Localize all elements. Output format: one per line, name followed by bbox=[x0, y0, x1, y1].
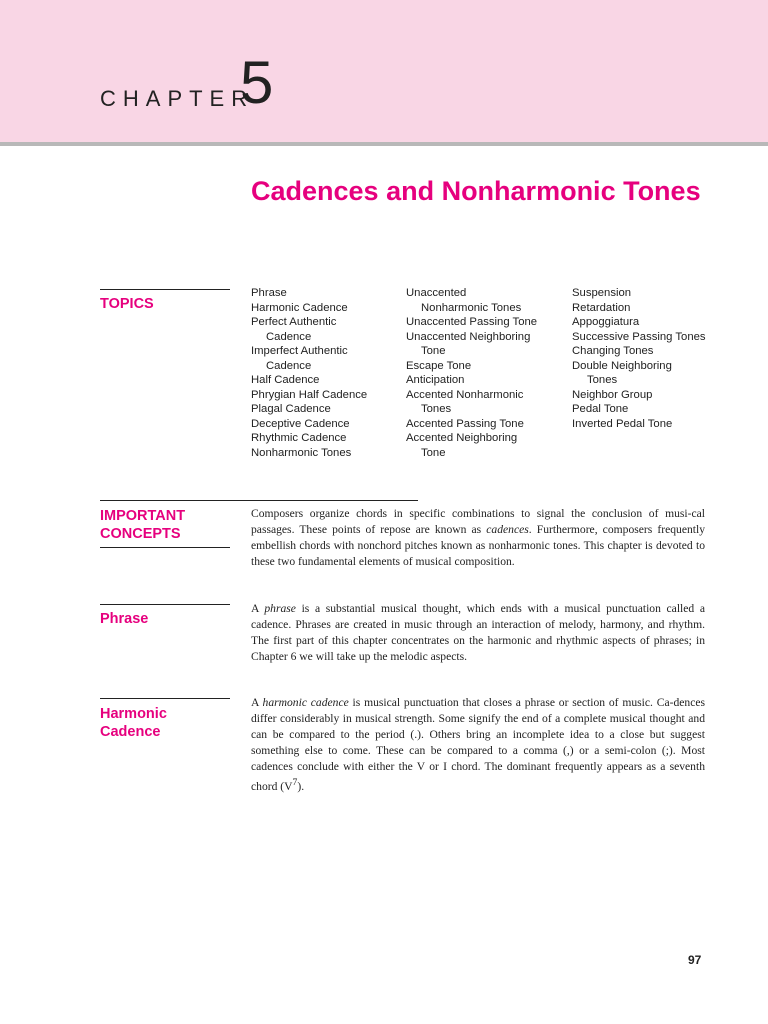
harmonic-cadence-term: harmonic cadence bbox=[262, 696, 349, 709]
topic-item: Suspension bbox=[572, 287, 632, 299]
header-divider bbox=[0, 142, 768, 146]
chapter-label: CHAPTER bbox=[100, 86, 255, 111]
harmonic-cadence-rule bbox=[100, 698, 230, 699]
topic-item: Unaccented Passing Tone bbox=[406, 316, 538, 328]
seventh-superscript: 7 bbox=[292, 777, 298, 788]
chapter-header-band bbox=[0, 0, 768, 142]
topic-item: Unaccented bbox=[406, 287, 467, 299]
concepts-label-line-2: CONCEPTS bbox=[100, 526, 181, 542]
topic-item: Inverted Pedal Tone bbox=[572, 417, 673, 430]
topic-item: Tones bbox=[421, 403, 452, 415]
topic-item: Appoggiatura bbox=[572, 316, 640, 328]
topic-item: Imperfect Authentic bbox=[251, 345, 348, 357]
phrase-term: phrase bbox=[264, 602, 296, 615]
topic-item: Half Cadence bbox=[251, 374, 320, 386]
topic-item: Tones bbox=[587, 374, 618, 386]
chapter-number: 5 bbox=[240, 49, 274, 116]
topics-column-1 bbox=[251, 286, 367, 460]
topics-label: TOPICS bbox=[100, 296, 154, 312]
topic-item: Pedal Tone bbox=[572, 403, 629, 415]
topic-item: Phrygian Half Cadence bbox=[251, 388, 368, 401]
topic-item: Perfect Authentic bbox=[251, 316, 337, 328]
harmonic-cadence-text-1: A bbox=[251, 696, 263, 709]
concepts-top-rule bbox=[100, 500, 230, 501]
topic-item: Changing Tones bbox=[572, 345, 654, 357]
topic-item: Phrase bbox=[251, 287, 287, 299]
harmonic-cadence-text-3: ). bbox=[297, 779, 305, 793]
concepts-label-line-1: IMPORTANT bbox=[100, 508, 186, 524]
phrase-paragraph bbox=[251, 601, 705, 665]
concepts-paragraph bbox=[251, 506, 705, 570]
concepts-term: cadences bbox=[486, 523, 529, 536]
topic-item: Neighbor Group bbox=[572, 388, 653, 401]
chapter-title: Cadences and Nonharmonic Tones bbox=[251, 176, 701, 206]
topic-item: Successive Passing Tones bbox=[572, 330, 706, 343]
phrase-text-1: A bbox=[251, 602, 265, 615]
concepts-top-rule-extension bbox=[230, 500, 418, 501]
topic-item: Cadence bbox=[266, 330, 312, 343]
topic-item: Plagal Cadence bbox=[251, 403, 331, 415]
topics-rule bbox=[100, 289, 230, 290]
topic-item: Nonharmonic Tones bbox=[251, 446, 352, 459]
topic-item: Cadence bbox=[266, 359, 312, 372]
harmonic-cadence-text-2: is musical punctuation that closes a phrase or section of music. Ca-dences differ considerably in musical strength. Some signify the end of a complete musical thought and can be compared to the period (.). Others bring an incomplete idea to a close but suggest something else to come. These can be compared to a comma (,) or a semi-colon (;). Most cadences conclude with either the V or I chord. The dominant frequently appears as a seventh chord (V bbox=[251, 696, 705, 793]
concepts-text-1: Composers organize chords in specific combinations to signal the conclusion of musi-cal passages. These points of repose are known as bbox=[251, 507, 705, 536]
topic-item: Nonharmonic Tones bbox=[421, 301, 522, 314]
topic-item: Escape Tone bbox=[406, 359, 472, 372]
topics-column-3 bbox=[572, 286, 706, 431]
topic-item: Anticipation bbox=[406, 374, 465, 386]
topic-item: Double Neighboring bbox=[572, 359, 672, 372]
harmonic-cadence-label: Harmonic Cadence bbox=[100, 706, 167, 740]
topics-column-2 bbox=[406, 286, 537, 460]
topic-item: Accented Passing Tone bbox=[406, 417, 524, 430]
topic-item: Tone bbox=[421, 446, 446, 459]
topic-item: Accented Neighboring bbox=[406, 432, 518, 444]
phrase-text-2: is a substantial musical thought, which ends with a musical punctuation called a cadence. Phrases are created in music through an interaction of melody, harmony, and rhythm. The first part of this chapter concentrates on the harmonic and rhythmic aspects of phrases; in Chapter 6 we will take up the melodic aspects. bbox=[251, 602, 705, 663]
topic-item: Tone bbox=[421, 345, 446, 357]
phrase-rule bbox=[100, 604, 230, 605]
topic-item: Rhythmic Cadence bbox=[251, 432, 347, 444]
topic-item: Harmonic Cadence bbox=[251, 301, 348, 314]
concepts-text-2: . Furthermore, composers frequently embellish chords with nonchord pitches known as nonharmonic tones. This chapter is devoted to these two fundamental elements of musical composition. bbox=[251, 523, 705, 568]
harmonic-cadence-paragraph bbox=[251, 695, 705, 795]
concepts-label bbox=[100, 507, 230, 543]
page-number: 97 bbox=[688, 953, 702, 967]
topic-item: Deceptive Cadence bbox=[251, 417, 350, 430]
phrase-label: Phrase bbox=[100, 611, 149, 627]
concepts-bottom-rule bbox=[100, 547, 230, 548]
topic-item: Unaccented Neighboring bbox=[406, 330, 531, 343]
topic-item: Retardation bbox=[572, 301, 631, 314]
topic-item: Accented Nonharmonic bbox=[406, 388, 524, 401]
